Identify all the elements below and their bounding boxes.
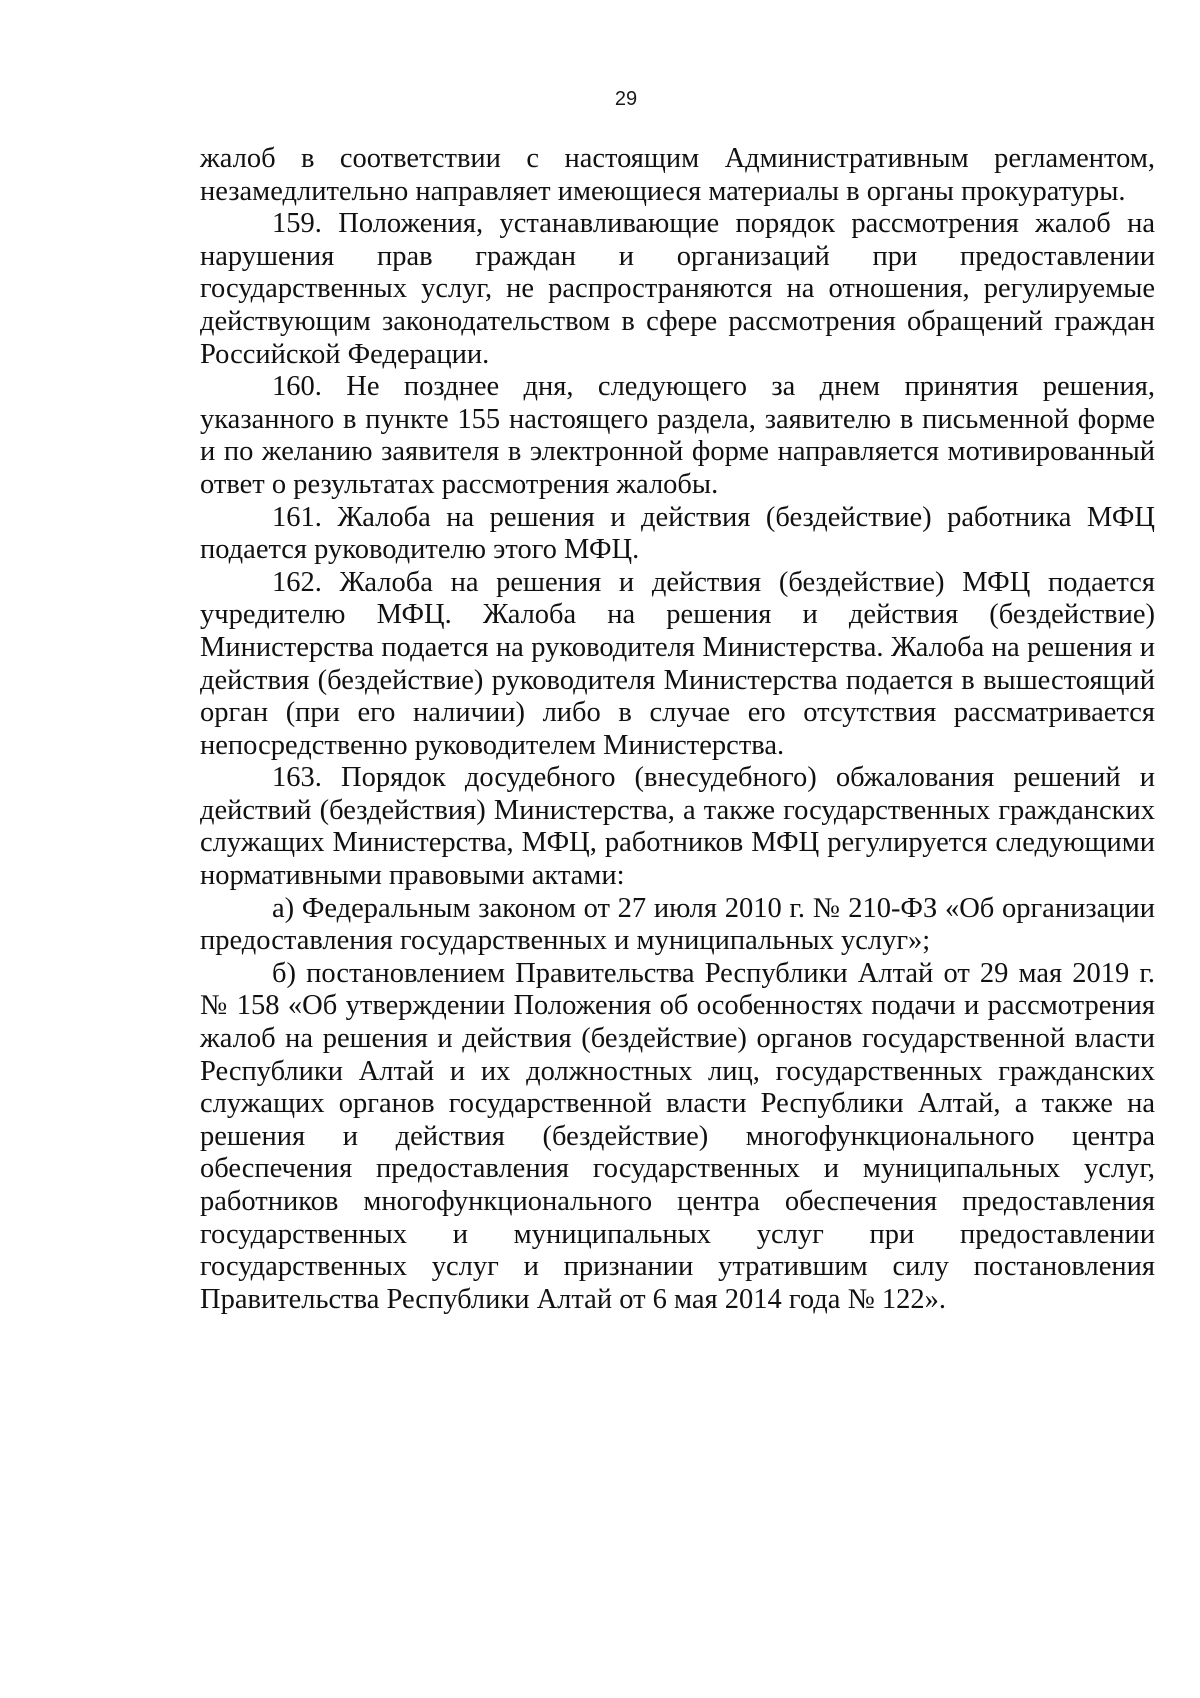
paragraph-162: 162. Жалоба на решения и действия (бездействие) МФЦ подается учредителю МФЦ. Жалоба на решения и действия (бездействие) Министерства подается на руководителя Министерства. Жалоба на решения и действия (бездействие) руководителя Министерства подается в вышестоящий орган (при его наличии) либо в случае его отсутствия рассматривается непосредственно руководителем Министерства.	[200, 566, 1155, 761]
paragraph-163-item-a: а) Федеральным законом от 27 июля 2010 г. № 210-ФЗ «Об организации предоставления государственных и муниципальных услуг»;	[200, 892, 1155, 957]
paragraph-163-item-b: б) постановлением Правительства Республики Алтай от 29 мая 2019 г. № 158 «Об утверждении Положения об особенностях подачи и рассмотрения жалоб на решения и действия (бездействие) органов государственной власти Республики Алтай и их должностных лиц, государственных гражданских служащих органов государственной власти Республики Алтай, а также на решения и действия (бездействие) многофункционального центра обеспечения предоставления государственных и муниципальных услуг, работников многофункционального центра обеспечения предоставления государственных и муниципальных услуг при предоставлении государственных услуг и признании утратившим силу постановления Правительства Республики Алтай от 6 мая 2014 года № 122».	[200, 957, 1155, 1315]
paragraph-163: 163. Порядок досудебного (внесудебного) обжалования решений и действий (бездействия) Министерства, а также государственных гражданских служащих Министерства, МФЦ, работников МФЦ регулируется следующими нормативными правовыми актами:	[200, 762, 1155, 892]
paragraph-160: 160. Не позднее дня, следующего за днем принятия решения, указанного в пункте 155 настоящего раздела, заявителю в письменной форме и по желанию заявителя в электронной форме направляется мотивированный ответ о результатах рассмотрения жалобы.	[200, 371, 1155, 500]
paragraph-161: 161. Жалоба на решения и действия (бездействие) работника МФЦ подается руководителю этого МФЦ.	[200, 501, 1155, 566]
paragraph-continuation: жалоб в соответствии с настоящим Административным регламентом, незамедлительно направляет имеющиеся материалы в органы прокуратуры.	[200, 143, 1155, 207]
page-number: 29	[614, 88, 638, 110]
document-body	[200, 143, 1155, 1316]
paragraph-159: 159. Положения, устанавливающие порядок рассмотрения жалоб на нарушения прав граждан и организаций при предоставлении государственных услуг, не распространяются на отношения, регулируемые действующим законодательством в сфере рассмотрения обращений граждан Российской Федерации.	[200, 208, 1155, 370]
